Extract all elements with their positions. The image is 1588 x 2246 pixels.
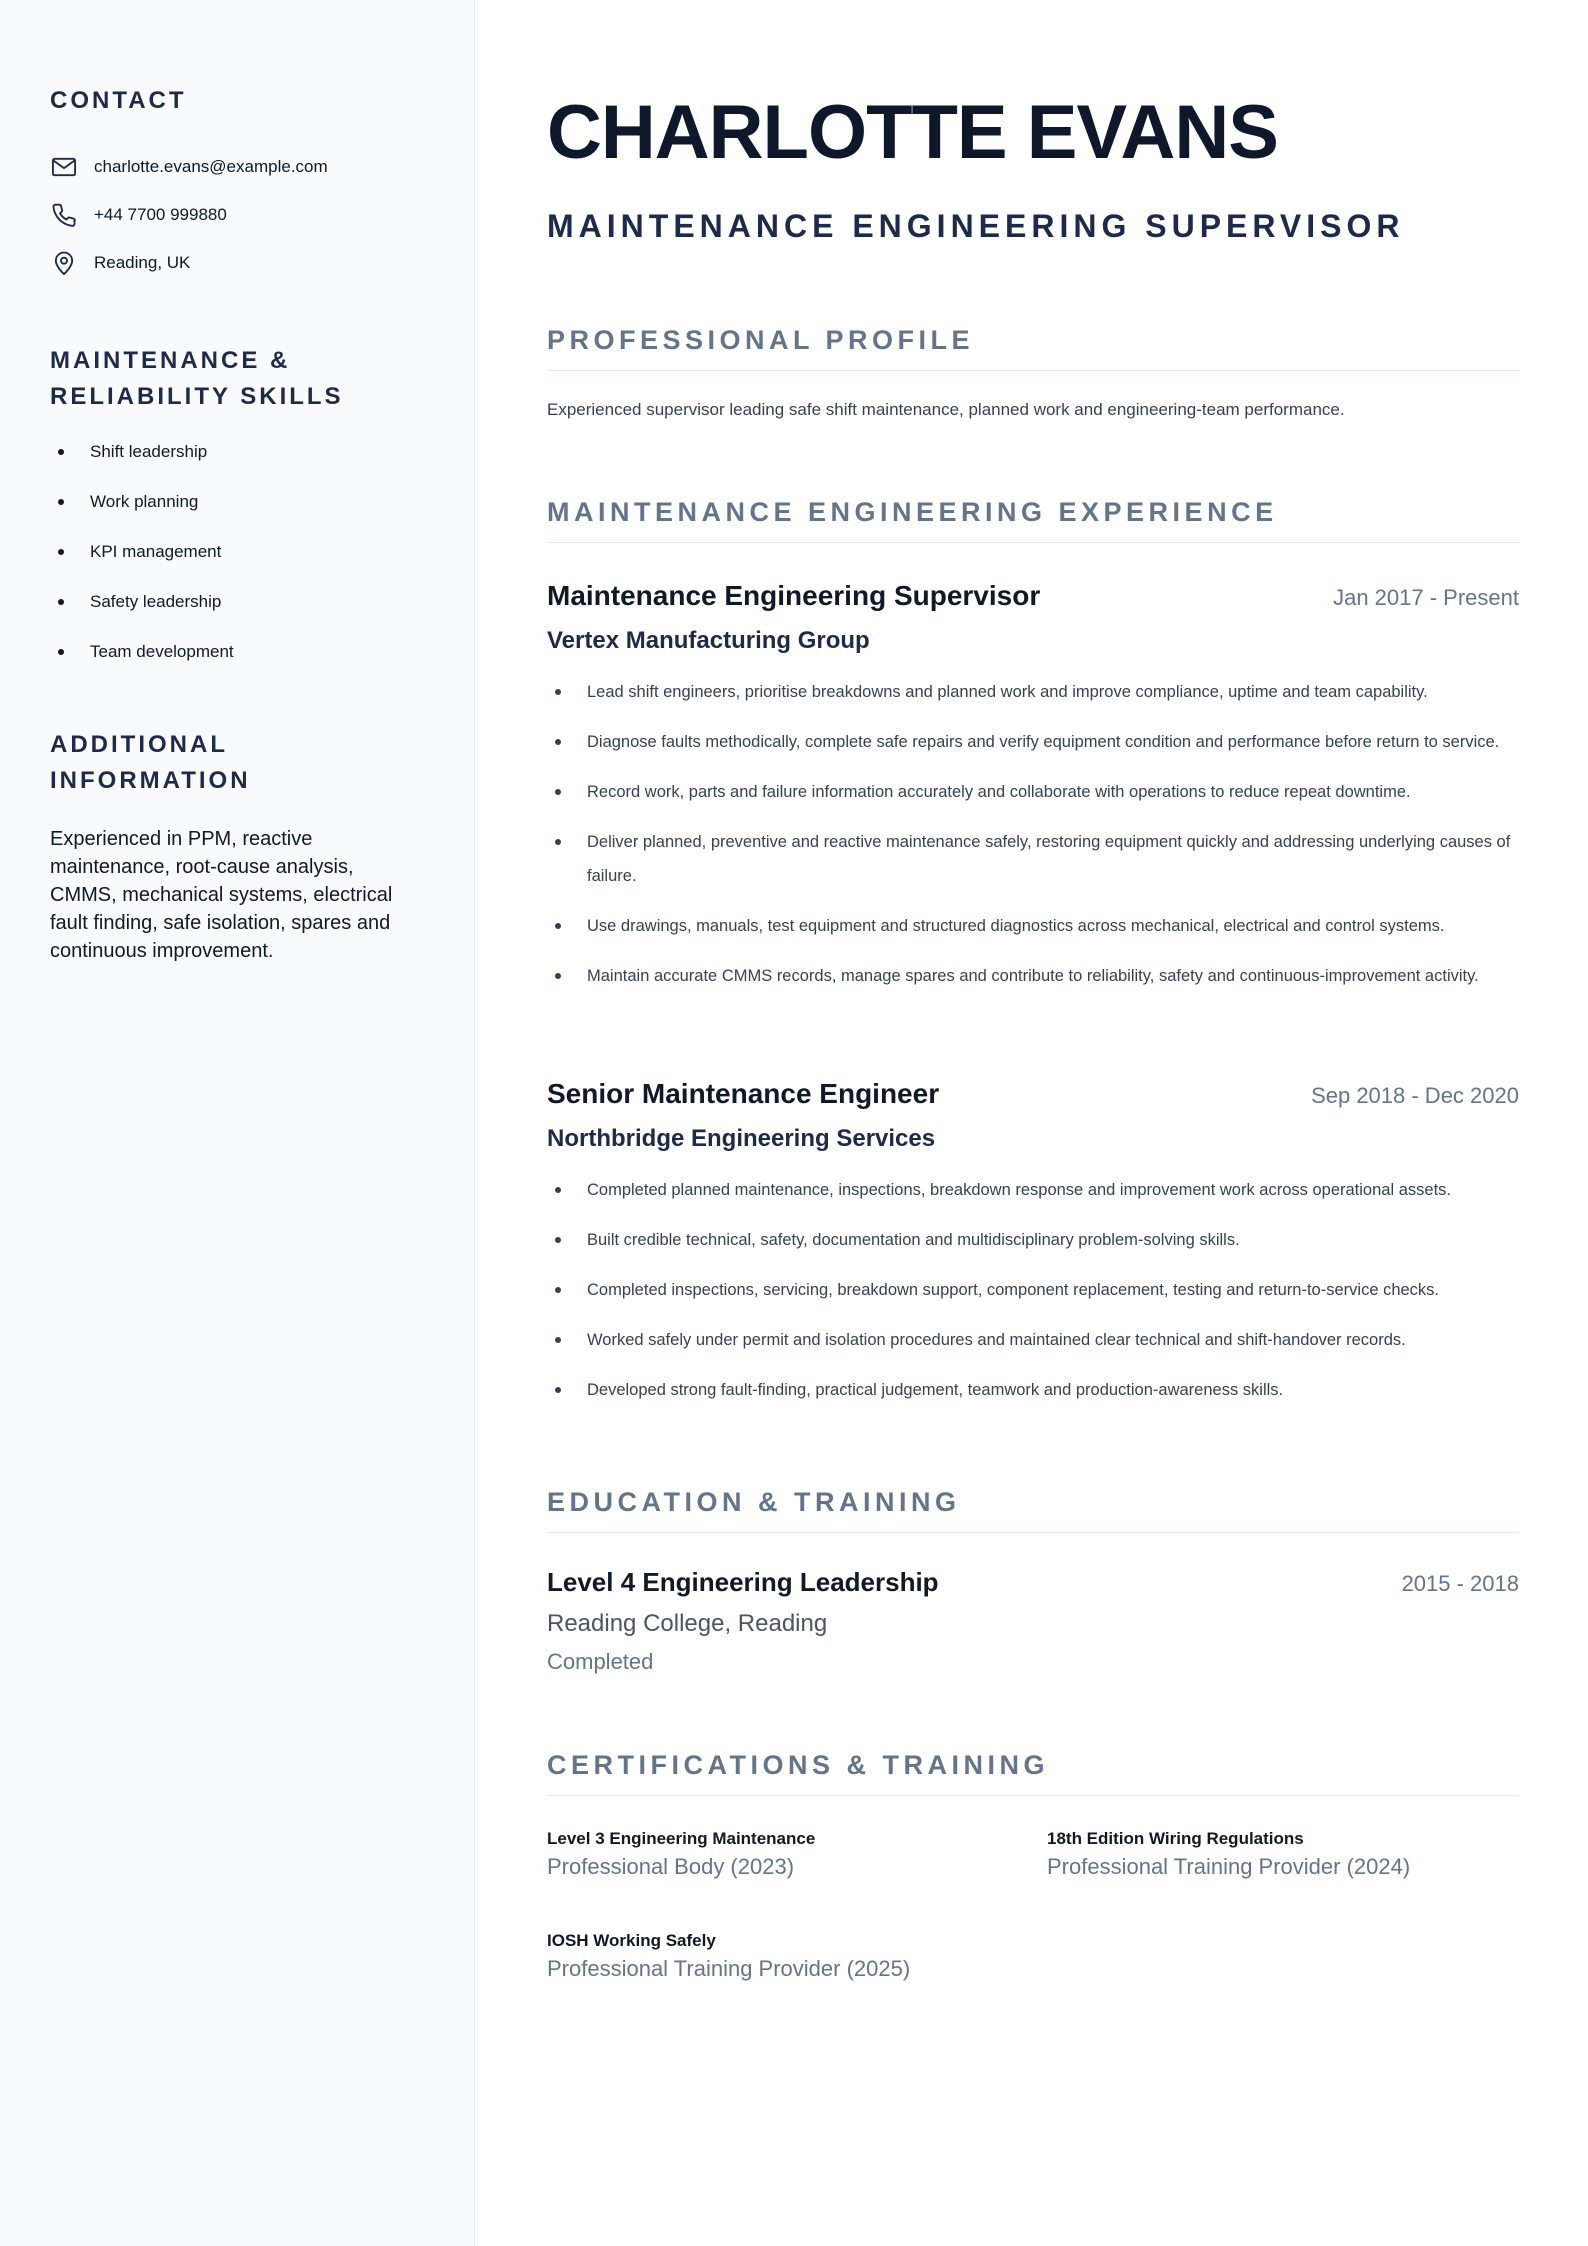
education-dates: 2015 - 2018 bbox=[1401, 1571, 1519, 1596]
contact-list bbox=[50, 143, 424, 287]
job-bullets bbox=[547, 675, 1519, 993]
job-bullet: Use drawings, manuals, test equipment and structured diagnostics across mechanical, electrical and control systems. bbox=[547, 909, 1519, 943]
skill-item: Work planning bbox=[50, 487, 424, 537]
mail-icon bbox=[50, 153, 78, 181]
experience-heading: MAINTENANCE ENGINEERING EXPERIENCE bbox=[547, 494, 1519, 543]
job-bullet: Diagnose faults methodically, complete safe repairs and verify equipment condition and performance before return to service. bbox=[547, 725, 1519, 759]
additional-info-heading: ADDITIONAL INFORMATION bbox=[50, 731, 251, 794]
job-bullet: Developed strong fault-finding, practical judgement, teamwork and production-awareness skills. bbox=[547, 1373, 1519, 1407]
job-company: Vertex Manufacturing Group bbox=[547, 627, 870, 654]
skills-heading bbox=[50, 343, 424, 415]
certification-name: IOSH Working Safely bbox=[547, 1931, 716, 1950]
contact-heading: CONTACT bbox=[50, 87, 187, 114]
certification-item bbox=[1047, 1826, 1519, 1882]
job-dates: Jan 2017 - Present bbox=[1333, 585, 1519, 610]
phone-icon bbox=[50, 201, 78, 229]
contact-email[interactable] bbox=[50, 143, 424, 191]
main-content bbox=[547, 0, 1519, 2246]
job-bullets bbox=[547, 1173, 1519, 1407]
job-title: Senior Maintenance Engineer bbox=[547, 1078, 940, 1109]
sidebar bbox=[0, 0, 475, 2246]
contact-location-text: Reading, UK bbox=[94, 253, 191, 272]
candidate-name: CHARLOTTE EVANS bbox=[547, 90, 1278, 175]
education-status: Completed bbox=[547, 1649, 654, 1674]
profile-heading: PROFESSIONAL PROFILE bbox=[547, 322, 1519, 371]
additional-info-text: Experienced in PPM, reactive maintenance, root-cause analysis, CMMS, mechanical systems, electrical fault finding, safe isolation, spares and continuous improvement. bbox=[50, 828, 393, 962]
certification-item bbox=[547, 1826, 1047, 1882]
location-icon bbox=[50, 249, 78, 277]
education-heading: EDUCATION & TRAINING bbox=[547, 1484, 1519, 1533]
education-entry bbox=[547, 1564, 1519, 1680]
profile-text: Experienced supervisor leading safe shift maintenance, planned work and engineering-team performance. bbox=[547, 400, 1345, 419]
job-bullet: Worked safely under permit and isolation procedures and maintained clear technical and shift-handover records. bbox=[547, 1323, 1519, 1357]
job-bullet: Lead shift engineers, prioritise breakdowns and planned work and improve compliance, uptime and team capability. bbox=[547, 675, 1519, 709]
certification-issuer: Professional Body (2023) bbox=[547, 1854, 795, 1879]
contact-location bbox=[50, 239, 424, 287]
education-school: Reading College, Reading bbox=[547, 1610, 828, 1637]
contact-email-text: charlotte.evans@example.com bbox=[94, 157, 328, 176]
job-entry-1 bbox=[547, 577, 1519, 1009]
candidate-title: MAINTENANCE ENGINEERING SUPERVISOR bbox=[547, 208, 1405, 244]
education-title: Level 4 Engineering Leadership bbox=[547, 1567, 939, 1597]
skills-list bbox=[50, 437, 424, 687]
certification-name: Level 3 Engineering Maintenance bbox=[547, 1829, 816, 1848]
certification-item bbox=[547, 1928, 1047, 1984]
job-bullet: Completed planned maintenance, inspections, breakdown response and improvement work across operational assets. bbox=[547, 1173, 1519, 1207]
certification-issuer: Professional Training Provider (2025) bbox=[547, 1956, 911, 1981]
job-dates: Sep 2018 - Dec 2020 bbox=[1311, 1083, 1519, 1108]
job-bullet: Completed inspections, servicing, breakdown support, component replacement, testing and return-to-service checks. bbox=[547, 1273, 1519, 1307]
job-company: Northbridge Engineering Services bbox=[547, 1125, 936, 1152]
certifications-grid bbox=[547, 1826, 1519, 1984]
job-entry-2 bbox=[547, 1075, 1519, 1423]
contact-phone-text: +44 7700 999880 bbox=[94, 205, 227, 224]
job-bullet: Record work, parts and failure information accurately and collaborate with operations to reduce repeat downtime. bbox=[547, 775, 1519, 809]
job-bullet: Built credible technical, safety, documentation and multidisciplinary problem-solving skills. bbox=[547, 1223, 1519, 1257]
skill-item: Shift leadership bbox=[50, 437, 424, 487]
certifications-heading: CERTIFICATIONS & TRAINING bbox=[547, 1747, 1519, 1796]
skill-item: KPI management bbox=[50, 537, 424, 587]
job-bullet: Deliver planned, preventive and reactive maintenance safely, restoring equipment quickly and addressing underlying causes of failure. bbox=[547, 825, 1519, 893]
contact-phone[interactable] bbox=[50, 191, 424, 239]
job-title: Maintenance Engineering Supervisor bbox=[547, 580, 1041, 611]
skill-item: Safety leadership bbox=[50, 587, 424, 637]
certification-name: 18th Edition Wiring Regulations bbox=[1047, 1829, 1304, 1848]
certification-issuer: Professional Training Provider (2024) bbox=[1047, 1854, 1411, 1879]
skills-heading-line1: MAINTENANCE & bbox=[50, 347, 291, 374]
job-bullet: Maintain accurate CMMS records, manage spares and contribute to reliability, safety and continuous-improvement activity. bbox=[547, 959, 1519, 993]
skills-heading-line2: RELIABILITY SKILLS bbox=[50, 383, 344, 410]
skill-item: Team development bbox=[50, 637, 424, 687]
